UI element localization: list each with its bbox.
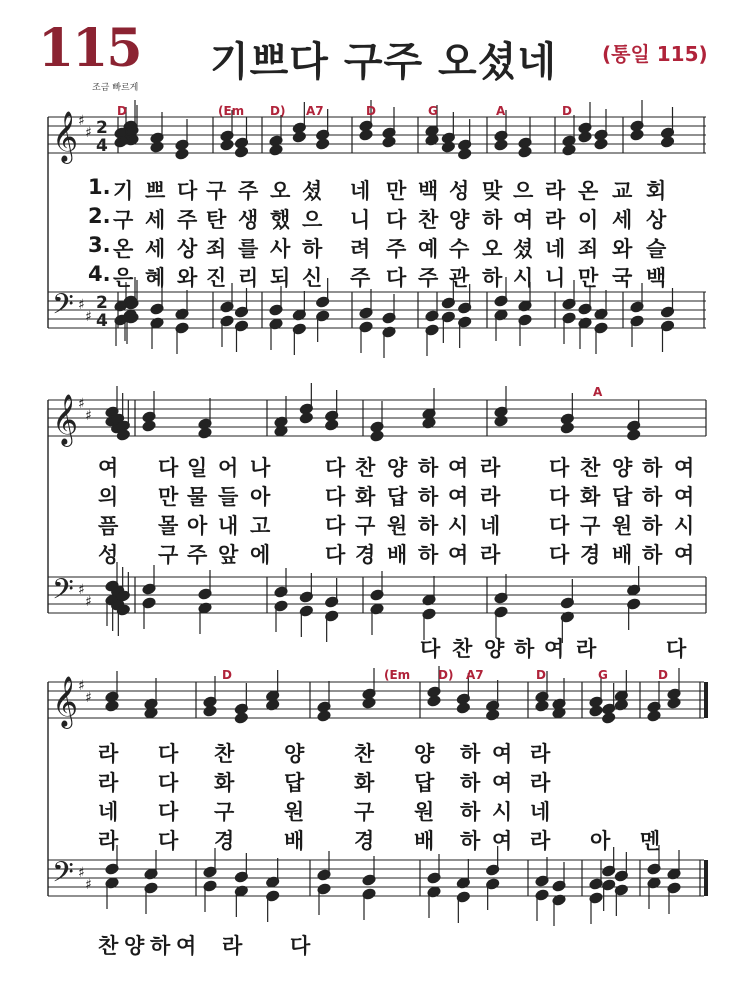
lyric-syllable: 만 [158,485,179,509]
treble-note [589,705,603,717]
lyric-syllable: 기 [113,179,134,203]
treble-note [142,420,156,432]
lyric-syllable: 원 [612,514,633,538]
lyric-syllable: 세 [612,208,633,232]
chord-symbol: D [562,104,572,118]
lyric-syllable: 네 [98,800,119,824]
lyric-syllable: 하 [642,485,663,509]
lyric-syllable: 셨 [302,179,323,203]
lyric-syllable: 어 [218,456,239,480]
chord-symbol: A7 [306,104,324,118]
lyric-syllable: 다 [549,514,570,538]
lyric-syllable: 주 [350,266,371,290]
treble-note [486,709,500,721]
treble-note [667,697,681,709]
lyric-syllable: 진 [206,266,227,290]
lyric-syllable: 다 [325,456,346,480]
lyric-syllable: 백 [646,266,667,290]
chord-symbol: D [536,668,546,682]
lyric-syllable: 시 [492,800,513,824]
lyric-syllable: 아 [250,485,271,509]
lyric-syllable: 온 [113,237,134,261]
lyric-syllable: 여 [674,456,695,480]
lyric-syllable: 여 [674,485,695,509]
time-signature: 4 [96,311,108,331]
lyric-syllable: 네 [545,237,566,261]
lyric-syllable: 주 [177,208,198,232]
lyric-syllable: 쁘 [145,179,166,203]
sharp-icon: ♯ [78,113,85,129]
lyric-syllable: 네 [350,179,371,203]
lyric-syllable: 시 [674,514,695,538]
lyric-syllable: 신 [302,266,323,290]
treble-note [627,429,641,441]
lyric-syllable: 다 [549,456,570,480]
lyric-syllable: 경 [354,829,375,853]
chord-symbol: A [593,385,603,399]
bass-lyric-syllable: 라 [576,637,597,661]
bass-clef-icon: 𝄢 [52,288,74,328]
lyric-syllable: 했 [270,208,291,232]
lyric-syllable: 여 [674,543,695,567]
lyric-syllable: 셨 [513,237,534,261]
lyric-syllable: 양 [414,742,435,766]
treble-note [494,139,508,151]
chord-symbol: (Em [218,104,245,118]
lyric-syllable: 다 [549,485,570,509]
lyric-syllable: 와 [177,266,198,290]
treble-note [105,700,119,712]
lyric-syllable: 세 [145,237,166,261]
final-bar [704,682,708,718]
lyric-syllable: 오 [482,237,503,261]
lyric-syllable: 구 [206,179,227,203]
lyric-syllable: 양 [284,742,305,766]
lyric-syllable: 앞 [218,543,239,567]
lyric-syllable: 원 [414,800,435,824]
lyric-syllable: 라 [545,179,566,203]
bass-lyric-syllable: 하 [514,637,535,661]
lyric-syllable: 화 [580,485,601,509]
lyric-syllable: 라 [530,742,551,766]
time-signature: 2 [96,293,108,313]
lyric-syllable: 다 [158,742,179,766]
lyric-syllable: 백 [418,179,439,203]
lyric-syllable: 답 [612,485,633,509]
lyric-syllable: 회 [646,179,667,203]
treble-note [427,695,441,707]
lyric-syllable: 배 [284,829,305,853]
lyric-syllable: 라 [480,485,501,509]
lyric-syllable: 시 [448,514,469,538]
lyric-syllable: 관 [449,266,470,290]
bass-lyric-syllable: 라 [222,934,243,958]
lyric-syllable: 으 [302,208,323,232]
chord-symbol: D) [438,668,454,682]
lyric-syllable: 니 [350,208,371,232]
lyric-syllable: 국 [612,266,633,290]
bass-lyric-syllable: 찬 [98,934,119,958]
lyric-syllable: 답 [284,771,305,795]
chord-symbol: D [222,668,232,682]
lyric-syllable: 다 [177,179,198,203]
lyric-syllable: 주 [386,237,407,261]
chord-symbol: A [496,104,506,118]
hymn-number: 115 [38,18,141,79]
treble-note [660,136,674,148]
treble-note [456,702,470,714]
treble-note [292,131,306,143]
lyric-syllable: 여 [492,742,513,766]
lyric-syllable: 찬 [214,742,235,766]
chord-symbol: (Em [384,668,411,682]
treble-note [203,705,217,717]
lyric-syllable: 다 [549,543,570,567]
time-signature: 4 [96,136,108,156]
treble-note [316,138,330,150]
bass-lyric-syllable: 찬 [452,637,473,661]
lyric-syllable: 3. [88,233,111,257]
sharp-icon: ♯ [85,309,92,325]
lyric-syllable: 아 [187,514,208,538]
treble-note [359,129,373,141]
treble-clef-icon: 𝄞 [52,676,79,727]
lyric-syllable: 화 [214,771,235,795]
lyric-syllable: 나 [250,456,271,480]
treble-note [198,427,212,439]
lyric-syllable: 배 [414,829,435,853]
treble-note [441,141,455,153]
lyric-syllable: 구 [580,514,601,538]
lyric-syllable: 다 [386,266,407,290]
lyric-syllable: 혜 [145,266,166,290]
lyric-syllable: 여 [492,771,513,795]
lyric-syllable: 화 [354,771,375,795]
lyric-syllable: 하 [642,543,663,567]
sharp-icon: ♯ [85,690,92,706]
lyric-syllable: 몰 [158,514,179,538]
chord-symbol: D [366,104,376,118]
lyric-syllable: 구 [355,514,376,538]
treble-note [518,146,532,158]
lyric-syllable: 하 [418,456,439,480]
lyric-syllable: 다 [325,485,346,509]
time-signature: 2 [96,118,108,138]
lyric-syllable: 이 [578,208,599,232]
lyric-syllable: 하 [460,771,481,795]
lyric-syllable: 찬 [418,208,439,232]
bass-lyric-syllable: 하 [150,934,171,958]
lyric-syllable: 의 [98,485,119,509]
lyric-syllable: 구 [113,208,134,232]
lyric-syllable: 탄 [206,208,227,232]
lyric-syllable: 하 [642,514,663,538]
lyric-syllable: 여 [513,208,534,232]
treble-note [150,141,164,153]
lyric-syllable: 여 [448,485,469,509]
lyric-syllable: 라 [545,208,566,232]
lyric-syllable: 화 [355,485,376,509]
sharp-icon: ♯ [78,865,85,881]
sharp-icon: ♯ [78,678,85,694]
lyric-syllable: 만 [386,179,407,203]
sharp-icon: ♯ [78,396,85,412]
lyric-syllable: 라 [98,771,119,795]
lyric-syllable: 성 [98,543,119,567]
lyric-syllable: 아 [590,829,611,853]
treble-note [494,415,508,427]
lyric-syllable: 경 [580,543,601,567]
treble-note [560,422,574,434]
lyric-syllable: 라 [530,771,551,795]
treble-clef-icon: 𝄞 [52,394,79,445]
final-bar [704,860,708,896]
lyric-syllable: 를 [238,237,259,261]
treble-note [299,412,313,424]
chord-symbol: D [658,668,668,682]
lyric-syllable: 구 [214,800,235,824]
lyric-syllable: 다 [325,514,346,538]
treble-note [562,144,576,156]
lyric-syllable: 픔 [98,514,119,538]
lyric-syllable: 라 [98,829,119,853]
treble-note [535,700,549,712]
lyric-syllable: 다 [158,800,179,824]
treble-note [317,710,331,722]
lyric-syllable: 수 [449,237,470,261]
lyric-syllable: 다 [325,543,346,567]
lyric-syllable: 세 [145,208,166,232]
lyric-syllable: 하 [482,208,503,232]
lyric-syllable: 네 [480,514,501,538]
bass-clef-icon: 𝄢 [52,856,74,896]
treble-note [234,146,248,158]
lyric-syllable: 온 [578,179,599,203]
tongil-number: (통일 115) [602,42,708,66]
lyric-syllable: 고 [250,514,271,538]
sharp-icon: ♯ [85,408,92,424]
lyric-syllable: 죄 [206,237,227,261]
bass-lyric-syllable: 다 [290,934,311,958]
treble-note [578,131,592,143]
lyric-syllable: 죄 [578,237,599,261]
lyric-syllable: 구 [354,800,375,824]
lyric-syllable: 하 [460,742,481,766]
sharp-icon: ♯ [78,297,85,313]
lyric-syllable: 경 [355,543,376,567]
lyric-syllable: 멘 [640,829,661,853]
lyric-syllable: 와 [612,237,633,261]
bass-clef-icon: 𝄢 [52,573,74,613]
treble-note [602,712,616,724]
chord-symbol: G [598,668,608,682]
sharp-icon: ♯ [85,877,92,893]
lyric-syllable: 여 [448,456,469,480]
bass-lyric-syllable: 다 [666,637,687,661]
treble-note [234,712,248,724]
treble-note [175,148,189,160]
lyric-syllable: 여 [448,543,469,567]
lyric-syllable: 여 [492,829,513,853]
lyric-syllable: 다 [386,208,407,232]
lyric-syllable: 려 [350,237,371,261]
lyric-syllable: 라 [480,543,501,567]
treble-note [382,136,396,148]
lyric-syllable: 찬 [354,742,375,766]
lyric-syllable: 배 [387,543,408,567]
lyric-syllable: 양 [612,456,633,480]
lyric-syllable: 1. [88,175,111,199]
lyric-syllable: 하 [418,543,439,567]
lyric-syllable: 교 [612,179,633,203]
lyric-syllable: 상 [177,237,198,261]
lyric-syllable: 만 [578,266,599,290]
lyric-syllable: 일 [187,456,208,480]
sharp-icon: ♯ [78,582,85,598]
lyric-syllable: 주 [187,543,208,567]
lyric-syllable: 다 [158,829,179,853]
bass-lyric-syllable: 다 [420,637,441,661]
lyric-syllable: 니 [545,266,566,290]
treble-note [362,697,376,709]
lyric-syllable: 예 [418,237,439,261]
lyric-syllable: 사 [270,237,291,261]
tempo-marking: 조금 빠르게 [92,83,139,93]
lyric-syllable: 리 [238,266,259,290]
lyric-syllable: 배 [612,543,633,567]
lyric-syllable: 하 [302,237,323,261]
lyric-syllable: 되 [270,266,291,290]
treble-note [594,138,608,150]
lyric-syllable: 은 [113,266,134,290]
lyric-syllable: 상 [646,208,667,232]
lyric-syllable: 라 [530,829,551,853]
treble-note [325,419,339,431]
lyric-syllable: 구 [158,543,179,567]
bass-lyric-syllable: 여 [544,637,565,661]
lyric-syllable: 하 [482,266,503,290]
lyric-syllable: 물 [187,485,208,509]
lyric-syllable: 찬 [580,456,601,480]
bass-lyric-syllable: 여 [176,934,197,958]
lyric-syllable: 찬 [355,456,376,480]
lyric-syllable: 답 [387,485,408,509]
treble-note [220,139,234,151]
treble-clef-icon: 𝄞 [52,111,79,162]
lyric-syllable: 여 [98,456,119,480]
chord-symbol: G [428,104,438,118]
lyric-syllable: 라 [480,456,501,480]
lyric-syllable: 2. [88,204,111,228]
chord-symbol: D [117,104,127,118]
lyric-syllable: 원 [284,800,305,824]
lyric-syllable: 양 [387,456,408,480]
sharp-icon: ♯ [85,125,92,141]
lyric-syllable: 오 [270,179,291,203]
treble-note [630,129,644,141]
lyric-syllable: 슬 [646,237,667,261]
lyric-syllable: 하 [460,800,481,824]
lyric-syllable: 경 [214,829,235,853]
lyric-syllable: 시 [513,266,534,290]
lyric-syllable: 성 [449,179,470,203]
treble-note [458,148,472,160]
lyric-syllable: 하 [418,485,439,509]
lyric-syllable: 원 [387,514,408,538]
lyric-syllable: 하 [460,829,481,853]
lyric-syllable: 으 [513,179,534,203]
bass-lyric-syllable: 양 [484,637,505,661]
lyric-syllable: 하 [418,514,439,538]
treble-note [647,710,661,722]
treble-note [269,144,283,156]
treble-note [370,430,384,442]
lyric-syllable: 내 [218,514,239,538]
hymn-title: 기쁘다 구주 오셨네 [210,39,557,85]
chord-symbol: A7 [466,668,484,682]
lyric-syllable: 답 [414,771,435,795]
lyric-syllable: 맞 [482,179,503,203]
lyric-syllable: 양 [449,208,470,232]
lyric-syllable: 다 [158,771,179,795]
lyric-syllable: 라 [98,742,119,766]
chord-symbol: D) [270,104,286,118]
bass-lyric-syllable: 양 [124,934,145,958]
lyric-syllable: 다 [158,456,179,480]
lyric-syllable: 4. [88,262,111,286]
lyric-syllable: 주 [418,266,439,290]
lyric-syllable: 생 [238,208,259,232]
lyric-syllable: 네 [530,800,551,824]
sharp-icon: ♯ [85,594,92,610]
lyric-syllable: 주 [238,179,259,203]
lyric-syllable: 들 [218,485,239,509]
lyric-syllable: 에 [250,543,271,567]
lyric-syllable: 하 [642,456,663,480]
